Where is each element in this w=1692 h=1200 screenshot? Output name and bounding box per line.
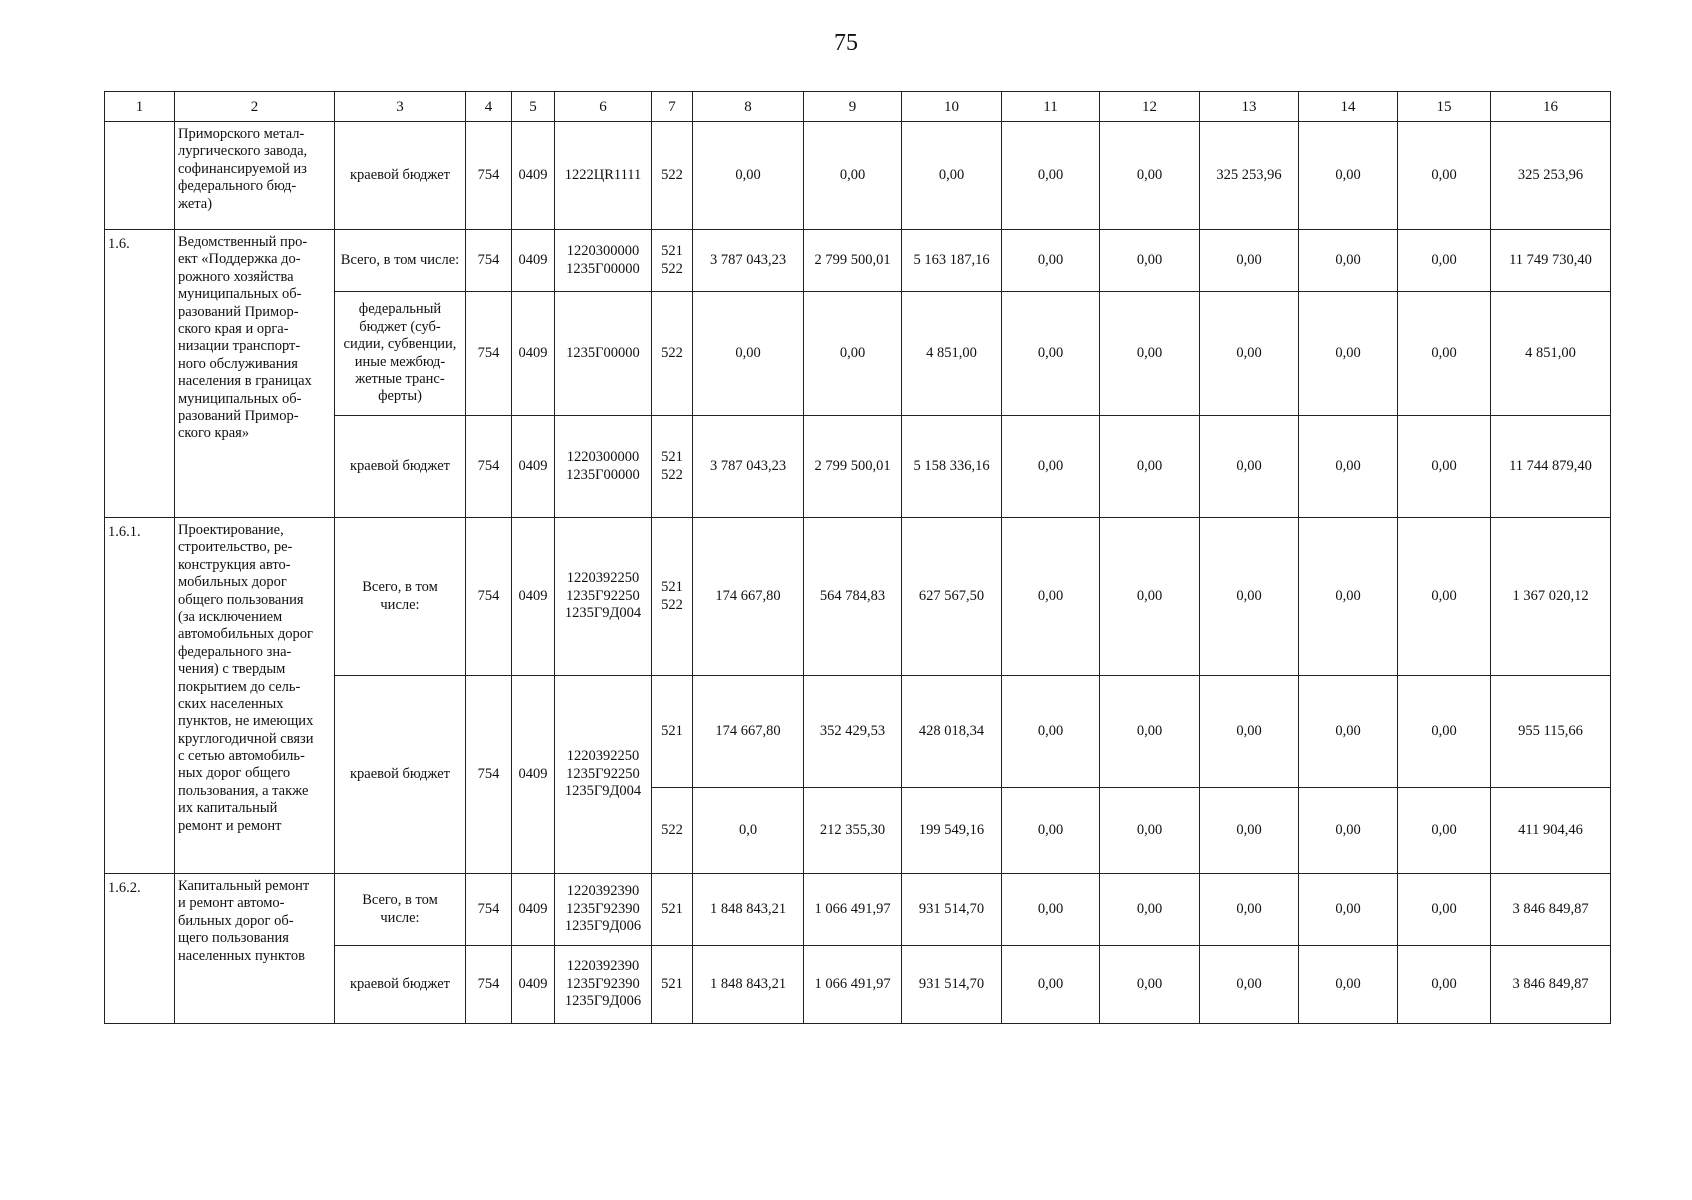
column-header: 3 — [335, 92, 466, 122]
cell-col-6: 1222ЦR1111 — [555, 122, 652, 230]
cell-col-14: 0,00 — [1299, 518, 1398, 676]
row-name: Проектирование, строительство, ре- конструкция авто- мобильных дорог общего пользования (за исключением автомобильных дорог федерального зна- чения) с твердым покрытием до сель- ских населенных пунктов, не имеющих круглогодичной связи с сетью автомобиль- ных дорог общего пользования, а также их капитальный ремонт и ремонт — [175, 518, 335, 874]
cell-col-9: 2 799 500,01 — [804, 230, 902, 292]
funding-source: краевой бюджет — [335, 676, 466, 874]
cell-col-6: 1220300000 1235Г00000 — [555, 230, 652, 292]
cell-col-9: 2 799 500,01 — [804, 416, 902, 518]
cell-col-5: 0409 — [512, 518, 555, 676]
cell-col-13: 0,00 — [1200, 518, 1299, 676]
cell-col-15: 0,00 — [1398, 518, 1491, 676]
cell-col-11: 0,00 — [1002, 874, 1100, 946]
cell-col-14: 0,00 — [1299, 230, 1398, 292]
cell-col-14: 0,00 — [1299, 946, 1398, 1024]
cell-col-11: 0,00 — [1002, 292, 1100, 416]
column-header: 8 — [693, 92, 804, 122]
cell-col-5: 0409 — [512, 416, 555, 518]
cell-col-16: 955 115,66 — [1491, 676, 1611, 788]
cell-col-8: 174 667,80 — [693, 518, 804, 676]
cell-col-10: 199 549,16 — [902, 788, 1002, 874]
row-name: Приморского метал- лургического завода, софинансируемой из федерального бюд- жета) — [175, 122, 335, 230]
cell-col-14: 0,00 — [1299, 122, 1398, 230]
funding-source: краевой бюджет — [335, 122, 466, 230]
cell-col-4: 754 — [466, 416, 512, 518]
cell-col-8: 3 787 043,23 — [693, 416, 804, 518]
cell-col-7: 521 — [652, 946, 693, 1024]
cell-col-12: 0,00 — [1100, 788, 1200, 874]
table-row — [105, 122, 1611, 230]
cell-col-11: 0,00 — [1002, 122, 1100, 230]
cell-col-10: 931 514,70 — [902, 946, 1002, 1024]
cell-col-6: 1220392390 1235Г92390 1235Г9Д006 — [555, 946, 652, 1024]
cell-col-8: 0,00 — [693, 292, 804, 416]
cell-col-4: 754 — [466, 874, 512, 946]
cell-col-7: 521 522 — [652, 518, 693, 676]
cell-col-5: 0409 — [512, 874, 555, 946]
cell-col-11: 0,00 — [1002, 518, 1100, 676]
cell-col-10: 5 158 336,16 — [902, 416, 1002, 518]
page-number: 75 — [834, 30, 858, 56]
cell-col-8: 1 848 843,21 — [693, 946, 804, 1024]
funding-source: краевой бюджет — [335, 416, 466, 518]
cell-col-10: 5 163 187,16 — [902, 230, 1002, 292]
cell-col-13: 0,00 — [1200, 946, 1299, 1024]
cell-col-10: 4 851,00 — [902, 292, 1002, 416]
cell-col-15: 0,00 — [1398, 788, 1491, 874]
cell-col-16: 4 851,00 — [1491, 292, 1611, 416]
cell-col-12: 0,00 — [1100, 416, 1200, 518]
cell-col-10: 0,00 — [902, 122, 1002, 230]
cell-col-7: 522 — [652, 788, 693, 874]
funding-source: федеральный бюджет (суб- сидии, субвенции, иные межбюд- жетные транс- ферты) — [335, 292, 466, 416]
cell-col-16: 1 367 020,12 — [1491, 518, 1611, 676]
cell-col-10: 627 567,50 — [902, 518, 1002, 676]
column-header: 1 — [105, 92, 175, 122]
cell-col-6: 1220392250 1235Г92250 1235Г9Д004 — [555, 518, 652, 676]
cell-col-13: 325 253,96 — [1200, 122, 1299, 230]
cell-col-4: 754 — [466, 122, 512, 230]
cell-col-12: 0,00 — [1100, 676, 1200, 788]
cell-col-4: 754 — [466, 230, 512, 292]
cell-col-16: 3 846 849,87 — [1491, 946, 1611, 1024]
cell-col-8: 1 848 843,21 — [693, 874, 804, 946]
cell-col-11: 0,00 — [1002, 946, 1100, 1024]
cell-col-16: 11 749 730,40 — [1491, 230, 1611, 292]
cell-col-11: 0,00 — [1002, 676, 1100, 788]
column-header: 4 — [466, 92, 512, 122]
cell-col-9: 1 066 491,97 — [804, 946, 902, 1024]
cell-col-6: 1220392250 1235Г92250 1235Г9Д004 — [555, 676, 652, 874]
cell-col-14: 0,00 — [1299, 292, 1398, 416]
cell-col-7: 521 — [652, 874, 693, 946]
cell-col-8: 0,0 — [693, 788, 804, 874]
cell-col-16: 3 846 849,87 — [1491, 874, 1611, 946]
cell-col-7: 522 — [652, 292, 693, 416]
column-header: 15 — [1398, 92, 1491, 122]
cell-col-15: 0,00 — [1398, 676, 1491, 788]
table-row — [105, 230, 1611, 292]
cell-col-6: 1220300000 1235Г00000 — [555, 416, 652, 518]
funding-source: Всего, в том числе: — [335, 230, 466, 292]
cell-col-5: 0409 — [512, 676, 555, 874]
cell-col-6: 1235Г00000 — [555, 292, 652, 416]
cell-col-5: 0409 — [512, 230, 555, 292]
row-number: 1.6. — [105, 230, 175, 518]
cell-col-11: 0,00 — [1002, 416, 1100, 518]
cell-col-6: 1220392390 1235Г92390 1235Г9Д006 — [555, 874, 652, 946]
cell-col-13: 0,00 — [1200, 292, 1299, 416]
funding-source: Всего, в том числе: — [335, 518, 466, 676]
column-header: 5 — [512, 92, 555, 122]
cell-col-9: 0,00 — [804, 122, 902, 230]
column-header: 2 — [175, 92, 335, 122]
header-row — [105, 92, 1611, 122]
cell-col-8: 0,00 — [693, 122, 804, 230]
cell-col-9: 0,00 — [804, 292, 902, 416]
cell-col-4: 754 — [466, 292, 512, 416]
cell-col-14: 0,00 — [1299, 416, 1398, 518]
cell-col-7: 521 522 — [652, 230, 693, 292]
cell-col-4: 754 — [466, 676, 512, 874]
cell-col-15: 0,00 — [1398, 122, 1491, 230]
cell-col-7: 521 522 — [652, 416, 693, 518]
cell-col-12: 0,00 — [1100, 292, 1200, 416]
cell-col-14: 0,00 — [1299, 874, 1398, 946]
column-header: 10 — [902, 92, 1002, 122]
cell-col-5: 0409 — [512, 946, 555, 1024]
cell-col-4: 754 — [466, 518, 512, 676]
cell-col-7: 522 — [652, 122, 693, 230]
column-header: 16 — [1491, 92, 1611, 122]
cell-col-5: 0409 — [512, 122, 555, 230]
cell-col-16: 325 253,96 — [1491, 122, 1611, 230]
cell-col-9: 212 355,30 — [804, 788, 902, 874]
budget-table — [104, 91, 1611, 1024]
column-header: 9 — [804, 92, 902, 122]
cell-col-9: 1 066 491,97 — [804, 874, 902, 946]
table-row — [105, 874, 1611, 946]
cell-col-15: 0,00 — [1398, 416, 1491, 518]
table-row — [105, 518, 1611, 676]
cell-col-10: 931 514,70 — [902, 874, 1002, 946]
cell-col-13: 0,00 — [1200, 416, 1299, 518]
cell-col-9: 352 429,53 — [804, 676, 902, 788]
row-number — [105, 122, 175, 230]
cell-col-13: 0,00 — [1200, 230, 1299, 292]
cell-col-5: 0409 — [512, 292, 555, 416]
funding-source: краевой бюджет — [335, 946, 466, 1024]
column-header: 7 — [652, 92, 693, 122]
row-number: 1.6.1. — [105, 518, 175, 874]
row-name: Ведомственный про- ект «Поддержка до- рожного хозяйства муниципальных об- разований Примор- ского края и орга- низации транспорт- ного обслуживания населения в границах муниципальных об- разований Примор- ского края» — [175, 230, 335, 518]
cell-col-10: 428 018,34 — [902, 676, 1002, 788]
column-header: 6 — [555, 92, 652, 122]
cell-col-13: 0,00 — [1200, 874, 1299, 946]
cell-col-7: 521 — [652, 676, 693, 788]
cell-col-12: 0,00 — [1100, 518, 1200, 676]
row-number: 1.6.2. — [105, 874, 175, 1024]
cell-col-8: 3 787 043,23 — [693, 230, 804, 292]
cell-col-15: 0,00 — [1398, 946, 1491, 1024]
cell-col-12: 0,00 — [1100, 122, 1200, 230]
cell-col-12: 0,00 — [1100, 946, 1200, 1024]
cell-col-14: 0,00 — [1299, 788, 1398, 874]
column-header: 12 — [1100, 92, 1200, 122]
cell-col-15: 0,00 — [1398, 874, 1491, 946]
cell-col-15: 0,00 — [1398, 230, 1491, 292]
column-header: 11 — [1002, 92, 1100, 122]
cell-col-9: 564 784,83 — [804, 518, 902, 676]
cell-col-13: 0,00 — [1200, 788, 1299, 874]
cell-col-13: 0,00 — [1200, 676, 1299, 788]
cell-col-14: 0,00 — [1299, 676, 1398, 788]
cell-col-16: 11 744 879,40 — [1491, 416, 1611, 518]
cell-col-12: 0,00 — [1100, 230, 1200, 292]
cell-col-8: 174 667,80 — [693, 676, 804, 788]
table-body — [105, 92, 1611, 1024]
cell-col-4: 754 — [466, 946, 512, 1024]
row-name: Капитальный ремонт и ремонт автомо- бильных дорог об- щего пользования населенных пунктов — [175, 874, 335, 1024]
column-header: 14 — [1299, 92, 1398, 122]
cell-col-15: 0,00 — [1398, 292, 1491, 416]
cell-col-16: 411 904,46 — [1491, 788, 1611, 874]
cell-col-12: 0,00 — [1100, 874, 1200, 946]
cell-col-11: 0,00 — [1002, 230, 1100, 292]
column-header: 13 — [1200, 92, 1299, 122]
cell-col-11: 0,00 — [1002, 788, 1100, 874]
funding-source: Всего, в том числе: — [335, 874, 466, 946]
